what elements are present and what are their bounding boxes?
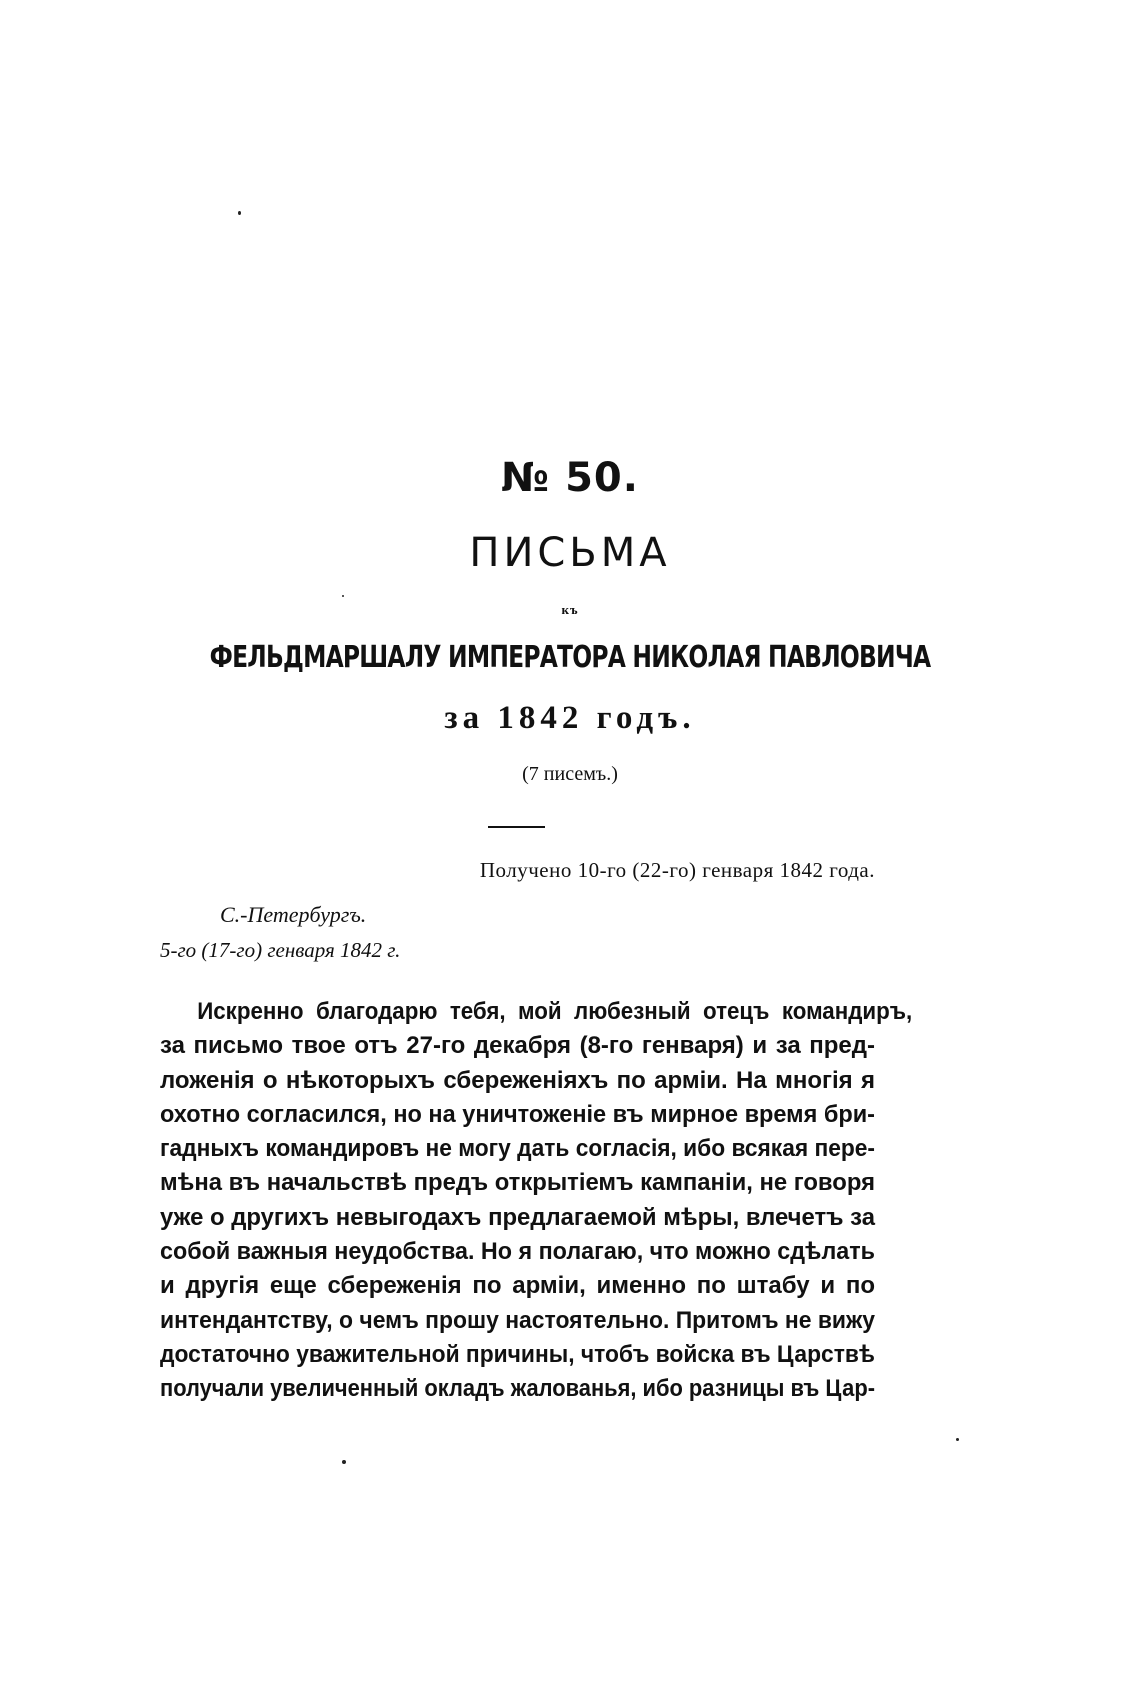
addressee-heading: ФЕЛЬДМАРШАЛУ ИМПЕРАТОРА НИКОЛАЯ ПАВЛОВИЧА xyxy=(209,640,931,675)
letter-body xyxy=(160,995,913,1407)
body-line: и другія еще сбереженія по арміи, именно по штабу и по xyxy=(160,1272,875,1300)
body-line: интендантству, о чемъ прошу настоятельно. Притомъ не вижу xyxy=(160,1306,876,1334)
body-line: получали увеличенный окладъ жалованья, ибо разницы въ Цар- xyxy=(160,1375,876,1403)
print-speck xyxy=(342,595,344,597)
print-speck xyxy=(238,211,241,215)
letter-count: (7 писемъ.) xyxy=(522,763,618,785)
body-line: ложенія о нѣкоторыхъ сбереженіяхъ по арміи. На многія я xyxy=(160,1066,875,1094)
letter-place: С.-Петербургъ. xyxy=(220,902,367,927)
document-number: № 50. xyxy=(501,455,639,501)
body-line: достаточно уважительной причины, чтобъ войска въ Царствѣ xyxy=(160,1340,875,1368)
title-preposition: къ xyxy=(561,602,579,617)
body-line: за письмо твое отъ 27-го декабря (8-го генваря) и за пред- xyxy=(160,1032,875,1060)
print-speck xyxy=(342,1460,346,1464)
body-line: уже о другихъ невыгодахъ предлагаемой мѣры, влечетъ за xyxy=(160,1203,876,1231)
divider-rule xyxy=(488,826,545,828)
letter-date: 5-го (17-го) генваря 1842 г. xyxy=(160,938,401,962)
body-line: собой важныя неудобства. Но я полагаю, что можно сдѣлать xyxy=(160,1238,875,1266)
body-line: Искренно благодарю тебя, мой любезный отецъ командиръ, xyxy=(197,998,913,1025)
body-line: гадныхъ командировъ не могу дать согласія, ибо всякая пере- xyxy=(160,1135,876,1163)
body-line: охотно согласился, но на уничтоженіе въ мирное время бри- xyxy=(160,1100,875,1128)
section-title: ПИСЬМА xyxy=(469,530,671,576)
body-line: мѣна въ начальствѣ предъ открытіемъ кампаніи, не говоря xyxy=(160,1169,875,1197)
print-speck xyxy=(956,1438,959,1441)
year-heading: за 1842 годъ. xyxy=(444,700,696,736)
received-note: Получено 10-го (22-го) генваря 1842 года. xyxy=(479,858,875,882)
